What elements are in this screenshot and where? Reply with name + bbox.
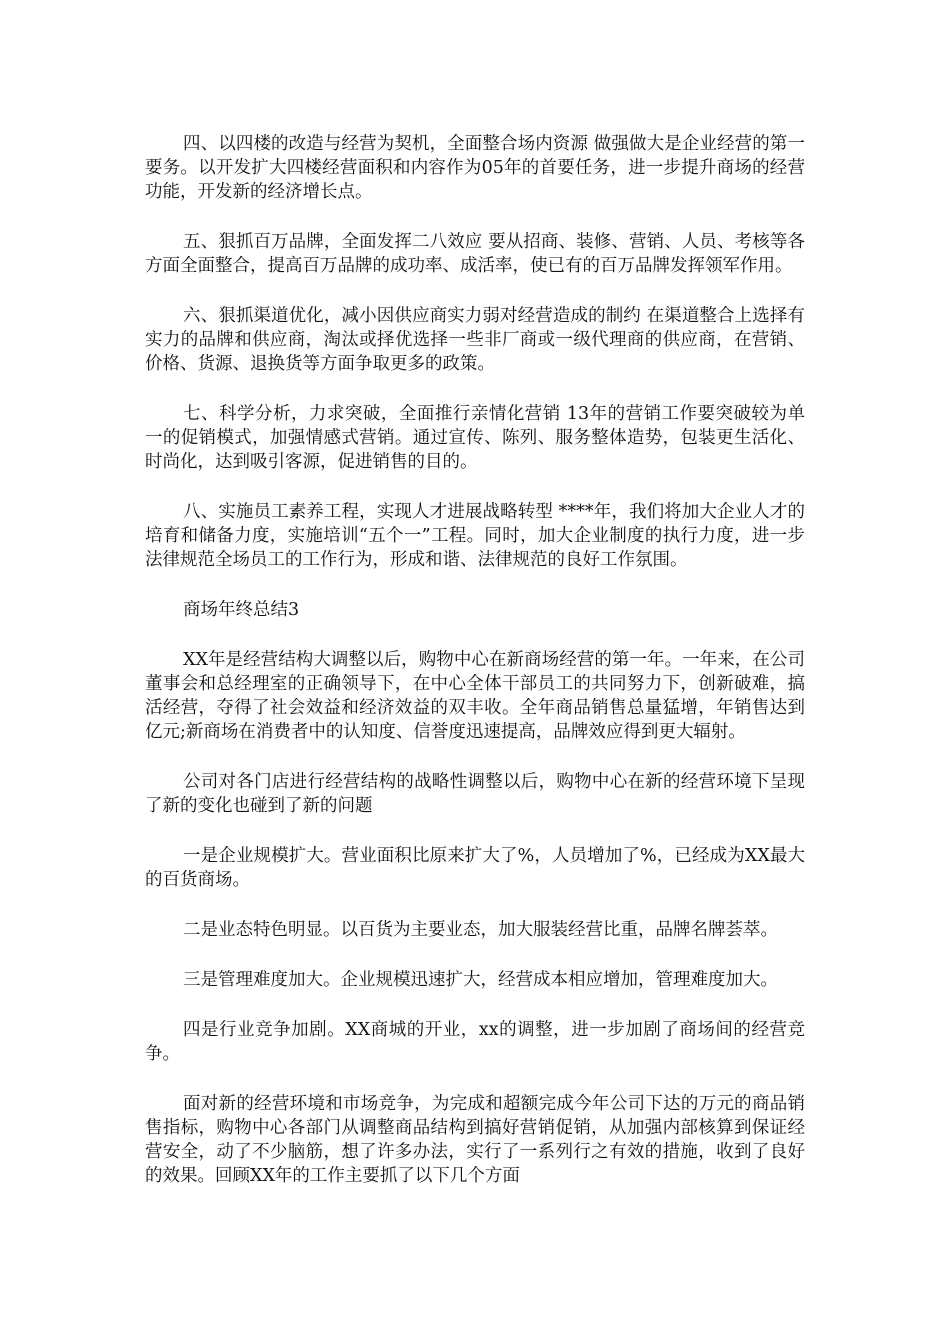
restructure-paragraph: 公司对各门店进行经营结构的战略性调整以后，购物中心在新的经营环境下呈现了新的变化也碰到了新的问题 bbox=[145, 772, 805, 816]
point-two-paragraph: 二是业态特色明显。以百货为主要业态，加大服装经营比重，品牌名牌荟萃。 bbox=[183, 920, 778, 940]
paragraph-four: 四、以四楼的改造与经营为契机，全面整合场内资源 做强做大是企业经营的第一要务。以开发扩大四楼经营面积和内容作为05年的首要任务，进一步提升商场的经营功能，开发新的经济增长点。 bbox=[145, 134, 805, 202]
point-one-paragraph: 一是企业规模扩大。营业面积比原来扩大了%，人员增加了%，已经成为XX最大的百货商场。 bbox=[145, 846, 805, 890]
paragraph-eight: 八、实施员工素养工程，实现人才进展战略转型 ****年，我们将加大企业人才的培育和储备力度，实施培训“五个一”工程。同时，加大企业制度的执行力度，进一步法律规范全场员工的工作行为，形成和谐、法律规范的良好工作氛围。 bbox=[145, 502, 805, 570]
paragraph-five: 五、狠抓百万品牌，全面发挥二八效应 要从招商、装修、营销、人员、考核等各方面全面整合，提高百万品牌的成功率、成活率，使已有的百万品牌发挥领军作用。 bbox=[145, 232, 805, 276]
summary-intro-paragraph: XX年是经营结构大调整以后，购物中心在新商场经营的第一年。一年来，在公司董事会和总经理室的正确领导下，在中心全体干部员工的共同努力下，创新破难，搞活经营，夺得了社会效益和经济效益的双丰收。全年商品销售总量猛增，年销售达到 亿元;新商场在消费者中的认知度、信誉度迅速提高，品牌效应得到更大辐射。 bbox=[145, 650, 805, 742]
paragraph-seven: 七、科学分析，力求突破，全面推行亲情化营销 13年的营销工作要突破较为单一的促销模式，加强情感式营销。通过宣传、陈列、服务整体造势，包装更生活化、时尚化，达到吸引客源，促进销售的目的。 bbox=[145, 404, 805, 472]
point-three-paragraph: 三是管理难度加大。企业规模迅速扩大，经营成本相应增加，管理难度加大。 bbox=[183, 970, 778, 990]
paragraph-six: 六、狠抓渠道优化，减小因供应商实力弱对经营造成的制约 在渠道整合上选择有实力的品牌和供应商，淘汰或择优选择一些非厂商或一级代理商的供应商，在营销、价格、货源、退换货等方面争取更多的政策。 bbox=[145, 306, 805, 374]
section-title: 商场年终总结3 bbox=[183, 600, 300, 620]
closing-paragraph: 面对新的经营环境和市场竞争，为完成和超额完成今年公司下达的万元的商品销售指标，购物中心各部门从调整商品结构到搞好营销促销，从加强内部核算到保证经营安全，动了不少脑筋，想了许多办法，实行了一系列行之有效的措施，收到了良好的效果。回顾XX年的工作主要抓了以下几个方面 bbox=[145, 1094, 805, 1186]
point-four-paragraph: 四是行业竞争加剧。XX商城的开业，xx的调整，进一步加剧了商场间的经营竞争。 bbox=[145, 1020, 805, 1064]
document-body bbox=[145, 132, 805, 1214]
